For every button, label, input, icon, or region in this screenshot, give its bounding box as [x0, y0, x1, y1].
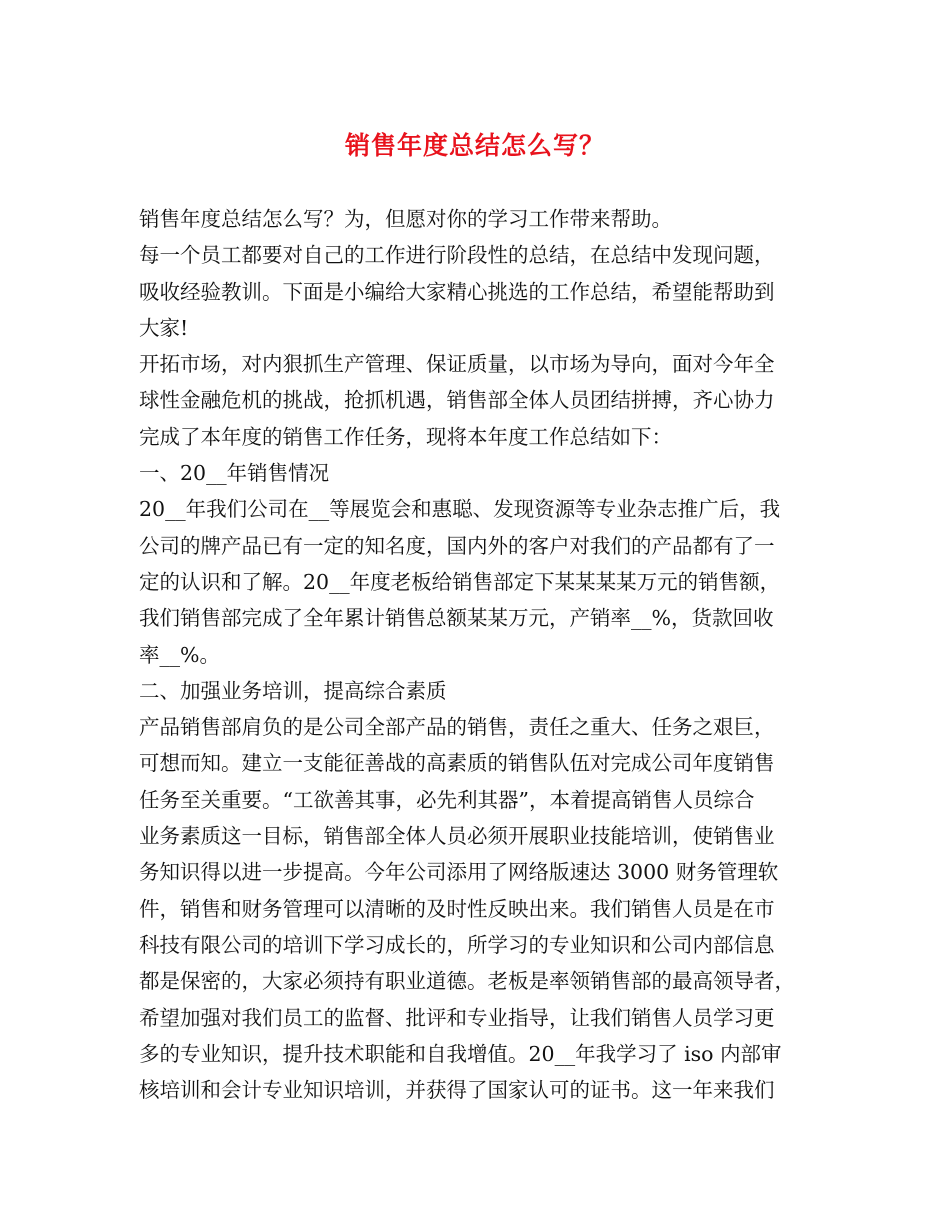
body-line: 希望加强对我们员工的监督、批评和专业指导，让我们销售人员学习更 — [139, 1005, 775, 1030]
body-line: 可想而知。建立一支能征善战的高素质的销售队伍对完成公司年度销售 — [139, 751, 775, 776]
body-line: 销售年度总结怎么写？为，但愿对你的学习工作带来帮助。 — [139, 207, 672, 231]
document-body — [139, 201, 829, 1108]
section-heading: 二、加强业务培训，提高综合素质 — [139, 678, 447, 703]
section-heading: 一、20__年销售情况 — [139, 461, 330, 486]
body-line: 件，销售和财务管理可以清晰的及时性反映出来。我们销售人员是在市 — [139, 896, 775, 921]
body-line: 大家! — [139, 315, 189, 340]
body-line: 率__%。 — [139, 642, 220, 667]
body-line: 我们销售部完成了全年累计销售总额某某万元，产销率__%，货款回收 — [139, 606, 774, 631]
body-line: 任务至关重要。“工欲善其事，必先利其器”，本着提高销售人员综合 — [139, 787, 755, 812]
body-line: 多的专业知识，提升技术职能和自我增值。20__年我学习了 iso 内部审 — [139, 1041, 782, 1066]
body-line: 吸收经验教训。下面是小编给大家精心挑选的工作总结，希望能帮助到 — [139, 279, 775, 304]
body-line: 开拓市场，对内狠抓生产管理、保证质量，以市场为导向，面对今年全 — [139, 352, 775, 377]
body-line: 都是保密的，大家必须持有职业道德。老板是率领销售部的最高领导者， — [139, 969, 795, 994]
body-line: 球性金融危机的挑战，抢抓机遇，销售部全体人员团结拼搏，齐心协力 — [139, 388, 775, 413]
body-line: 业务素质这一目标，销售部全体人员必须开展职业技能培训，使销售业 — [139, 824, 775, 849]
body-line: 20__年我们公司在__等展览会和惠聪、发现资源等专业杂志推广后，我 — [139, 497, 781, 522]
body-line: 科技有限公司的培训下学习成长的，所学习的专业知识和公司内部信息 — [139, 932, 775, 957]
document-title: 销售年度总结怎么写？ — [344, 131, 605, 160]
body-line: 公司的牌产品已有一定的知名度，国内外的客户对我们的产品都有了一 — [139, 533, 775, 558]
body-line: 产品销售部肩负的是公司全部产品的销售，责任之重大、任务之艰巨， — [139, 715, 775, 740]
body-line: 定的认识和了解。20__年度老板给销售部定下某某某某万元的销售额， — [139, 569, 781, 594]
body-line: 核培训和会计专业知识培训，并获得了国家认可的证书。这一年来我们 — [139, 1078, 775, 1103]
body-line: 务知识得以进一步提高。今年公司添用了网络版速达 3000 财务管理软 — [139, 860, 779, 885]
body-line: 每一个员工都要对自己的工作进行阶段性的总结，在总结中发现问题， — [139, 243, 775, 268]
body-line: 完成了本年度的销售工作任务，现将本年度工作总结如下： — [139, 424, 672, 449]
